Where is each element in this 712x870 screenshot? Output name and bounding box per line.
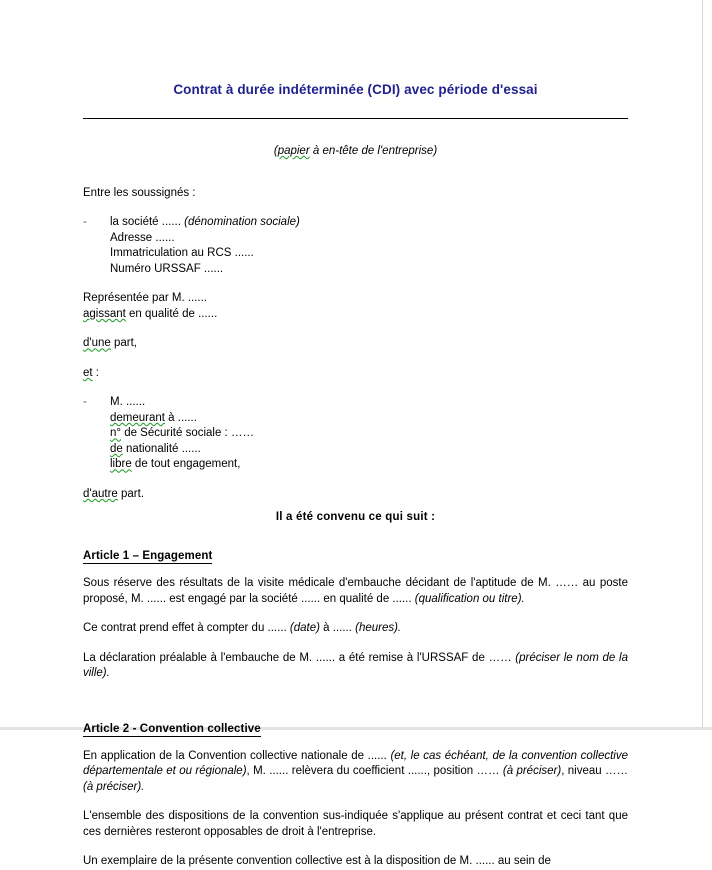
employee-line-ssn <box>110 426 628 442</box>
article-2-p1-part-2: (et, le cas échéant, de la convention collective départementale et ou régionale) <box>83 749 628 778</box>
document-title: Contrat à durée indéterminée (CDI) avec période d'essai <box>173 82 538 97</box>
article-2-p1-part-5: , niveau …… <box>561 765 628 778</box>
article-2-p1-part-6: (à préciser). <box>83 780 145 793</box>
employer-bullet: - <box>83 216 87 229</box>
parties-connector-spellcheck-word: et <box>83 366 93 379</box>
article-2-paragraph-1 <box>83 749 628 796</box>
document-content <box>83 0 628 870</box>
employer-line-3: Immatriculation au RCS ...... <box>110 247 254 260</box>
employee-block <box>83 395 628 473</box>
employee-line-availability <box>110 457 628 473</box>
article-1-p1-part-1: Sous réserve des résultats de la visite médicale d'embauche décidant de l'aptitude de M. …… au poste proposé, M. ...... est engagé par la société ...... en qualité de ...... <box>83 577 628 605</box>
employee-ssn-spellcheck-word: n° <box>110 427 121 440</box>
employee-availability-spellcheck-word: libre <box>110 458 132 471</box>
article-1-paragraph-1 <box>83 576 628 607</box>
article-1-heading-text: Article 1 – Engagement <box>83 550 213 563</box>
article-1-paragraph-3 <box>83 651 628 682</box>
article-2-paragraph-2: L'ensemble des dispositions de la convention sus-indiquée s'applique au présent contrat et ceci tant que ces dernières resteront opposables de droit à l'entreprise. <box>83 810 628 838</box>
first-party-closing <box>83 336 628 352</box>
employer-line-1 <box>110 215 628 231</box>
agreement-statement: Il a été convenu ce qui suit : <box>275 511 436 524</box>
title-divider <box>83 118 628 119</box>
employee-line-nationality <box>110 442 628 458</box>
article-2-paragraph-3: Un exemplaire de la présente convention collective est à la disposition de M. ...... au sein de <box>83 855 551 868</box>
article-2-p1-part-4: (à préciser) <box>502 765 562 778</box>
letterhead-note-spellcheck-word: papier <box>277 145 310 158</box>
parties-connector <box>83 366 628 382</box>
employer-company-label: la société ...... <box>110 216 185 229</box>
article-2-heading <box>83 723 628 735</box>
first-party-spellcheck-word: d'une <box>83 337 111 350</box>
employee-nationality-spellcheck-word: de <box>110 442 123 455</box>
employer-representative-line: Représentée par M. ...... <box>83 292 208 305</box>
employee-address-rest: à ...... <box>164 411 197 424</box>
employer-line-4: Numéro URSSAF ...... <box>110 262 224 275</box>
article-1-p1-part-2: (qualification ou titre). <box>414 592 525 605</box>
article-1-paragraph-2 <box>83 621 628 637</box>
article-2-p1-part-1: En application de la Convention collective nationale de ...... <box>83 749 391 762</box>
employer-company-note: (dénomination sociale) <box>184 216 300 229</box>
employee-address-spellcheck-word: demeurant <box>110 411 165 424</box>
employer-representative-role-line <box>83 307 628 323</box>
employer-line-2: Adresse ...... <box>110 231 175 244</box>
employee-availability-rest: de tout engagement, <box>131 458 241 471</box>
article-1-p2-part-3: à ...... <box>319 622 356 635</box>
article-1-p3-part-2: (préciser le nom de la ville). <box>83 651 628 680</box>
second-party-rest: part. <box>117 487 145 500</box>
second-party-closing <box>83 487 628 503</box>
article-1-p2-part-4: (heures). <box>355 622 402 635</box>
parties-connector-rest: : <box>92 366 99 379</box>
employee-line-name: M. ...... <box>110 396 146 409</box>
representative-role-spellcheck-word: agissant <box>83 307 126 320</box>
employee-bullet: - <box>83 396 87 409</box>
letterhead-note: (papier à en-tête de l'entreprise) <box>273 145 438 158</box>
second-party-spellcheck-word: d'autre <box>83 487 118 500</box>
page-right-margin <box>703 0 712 730</box>
representative-role-rest: en qualité de ...... <box>125 307 218 320</box>
article-2-heading-text: Article 2 - Convention collective <box>83 722 261 735</box>
employee-ssn-rest: de Sécurité sociale : …… <box>121 427 254 440</box>
article-1-heading <box>83 550 628 562</box>
parties-intro: Entre les soussignés : <box>83 186 196 199</box>
first-party-rest: part, <box>110 337 137 350</box>
article-2-p1-part-3: , M. ...... relèvera du coefficient ......, position …… <box>246 765 503 778</box>
letterhead-note-rest: à en-tête de l'entreprise) <box>309 145 438 158</box>
article-1-p3-part-1: La déclaration préalable à l'embauche de M. ...... a été remise à l'URSSAF de …… <box>83 651 516 664</box>
employee-line-address <box>110 411 628 427</box>
article-1-p2-part-1: Ce contrat prend effet à compter du ...... <box>83 622 290 635</box>
employee-nationality-rest: nationalité ...... <box>122 442 201 455</box>
article-1-p2-part-2: (date) <box>289 622 320 635</box>
employer-block <box>83 215 628 277</box>
